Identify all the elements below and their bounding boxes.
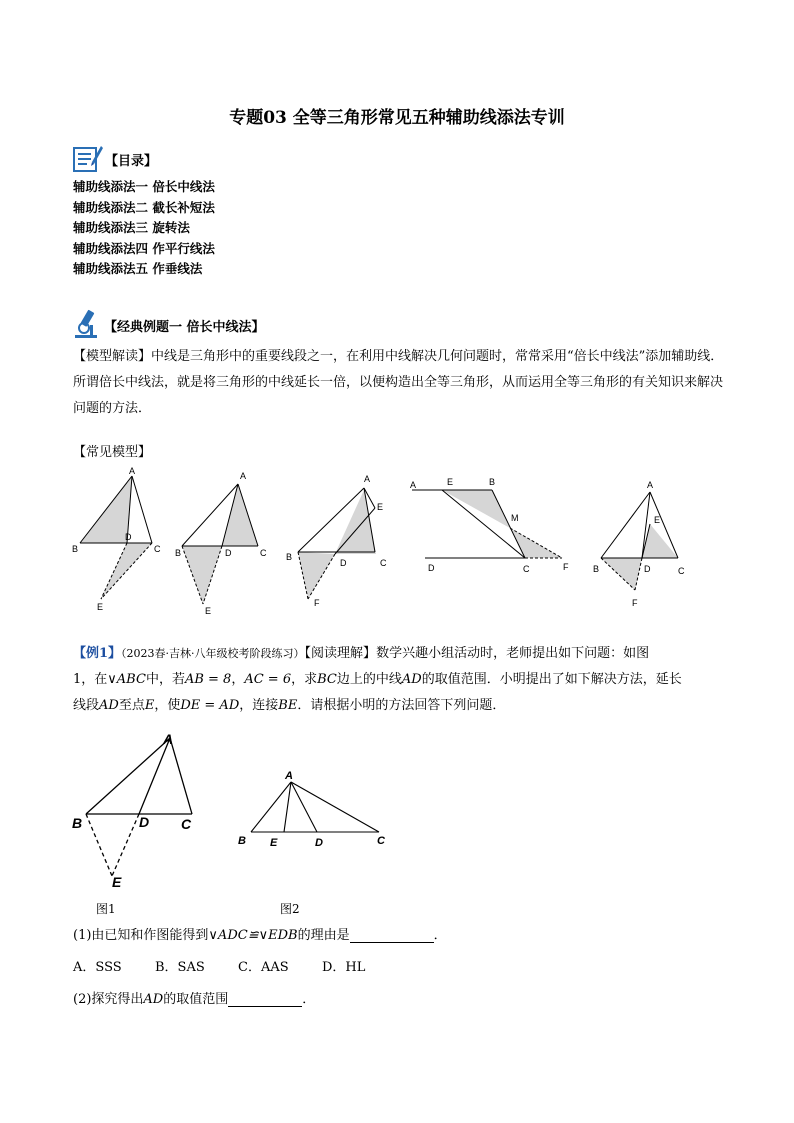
table-of-contents: [73, 177, 215, 280]
m2-label-d: D: [225, 548, 232, 558]
m4-label-c: C: [523, 564, 530, 574]
text-seg: 1，在: [73, 672, 108, 687]
f1-label-a: A: [163, 731, 174, 747]
seg-ad: AD: [99, 698, 119, 713]
model-4-diagram: [410, 477, 569, 574]
toc-item[interactable]: 辅助线添法三 旋转法: [73, 220, 190, 235]
model-1-diagram: [72, 466, 161, 612]
f2-label-e: E: [270, 837, 278, 849]
figure-1-caption: 图1: [96, 902, 116, 916]
f1-label-e: E: [112, 874, 122, 890]
text-seg: ．: [433, 928, 447, 943]
text-seg: ．请根据小明的方法回答下列问题．: [297, 698, 506, 713]
text-seg: 线段: [73, 698, 100, 713]
f2-label-c: C: [377, 835, 385, 847]
toc-item[interactable]: 辅助线添法五 作垂线法: [73, 261, 203, 276]
m3-label-c: C: [380, 558, 387, 568]
text-seg: (2)探究得出: [73, 992, 144, 1007]
text-seg: 的理由是: [297, 928, 350, 943]
eq-ac: AC = 6: [244, 672, 292, 687]
text-seg: 中，若: [145, 672, 185, 687]
point-e: E: [144, 698, 155, 713]
text-seg: ，使: [154, 698, 181, 713]
m1-label-d: D: [125, 532, 132, 542]
triangle-abc: ∨ABC: [107, 672, 146, 687]
seg-ad: AD: [401, 672, 422, 687]
toc-item[interactable]: 辅助线添法四 作平行线法: [73, 240, 215, 256]
text-seg: ．: [302, 992, 316, 1007]
text-seg: ，连接: [239, 698, 279, 713]
options-row: [73, 956, 382, 975]
m5-label-e: E: [654, 515, 661, 525]
option-c[interactable]: C．AAS: [238, 960, 289, 975]
m1-label-b: B: [72, 544, 79, 554]
model-3-diagram: [286, 474, 387, 608]
text-seg: 的取值范围．小明提出了如下解决方法，延长: [421, 672, 682, 687]
m4-label-d: D: [428, 563, 435, 573]
m4-label-b: B: [489, 477, 496, 487]
f1-label-c: C: [181, 816, 192, 832]
m2-label-e: E: [205, 606, 212, 616]
m2-label-a: A: [240, 471, 247, 481]
reading-label: 【阅读理解】: [304, 646, 377, 661]
m5-label-c: C: [678, 566, 685, 576]
m5-label-b: B: [593, 564, 600, 574]
seg-ad: AD: [143, 992, 164, 1007]
m5-label-a: A: [647, 480, 654, 490]
m5-label-f: F: [632, 598, 638, 608]
text-seg: ，求: [291, 672, 318, 687]
toc-item[interactable]: 辅助线添法一 倍长中线法: [73, 179, 215, 194]
f1-label-b: B: [72, 815, 83, 831]
m3-label-e: E: [377, 502, 384, 512]
option-b[interactable]: B．SAS: [155, 960, 205, 975]
example-figures: [66, 728, 406, 918]
seg-be: BE: [278, 698, 298, 713]
example-source: （2023春·吉林·八年级校考阶段练习）: [121, 647, 305, 660]
answer-blank-2[interactable]: [228, 991, 302, 1007]
page-title: 专题03 全等三角形常见五种辅助线添法专训: [229, 108, 565, 128]
model-label: 【模型解读】: [73, 349, 152, 364]
m2-label-c: C: [260, 548, 267, 558]
common-model-label: 【常见模型】: [73, 445, 152, 460]
text-seg: (1)由已知和作图能得到: [73, 928, 209, 943]
text-seg: 至点: [118, 698, 145, 713]
text-seg: 边上的中线: [336, 672, 402, 687]
question-1: [73, 924, 447, 943]
figure-2: [238, 770, 386, 849]
m4-label-a: A: [410, 480, 417, 490]
figure-1: [72, 731, 192, 890]
question-2: [73, 988, 315, 1007]
m4-label-f: F: [563, 562, 569, 572]
congruent-triangles: ∨ADC≌∨EDB: [208, 928, 298, 943]
answer-blank-1[interactable]: [350, 927, 434, 943]
m1-label-c: C: [154, 544, 161, 554]
toc-item[interactable]: 辅助线添法二 截长补短法: [73, 199, 215, 215]
m2-label-b: B: [175, 548, 182, 558]
f2-label-d: D: [315, 837, 323, 849]
m1-label-a: A: [129, 466, 136, 476]
m4-label-e: E: [447, 477, 454, 487]
model-5-diagram: [593, 480, 685, 608]
m1-label-e: E: [97, 602, 104, 612]
f2-label-a: A: [285, 770, 293, 782]
figure-2-caption: 图2: [280, 902, 300, 916]
m4-label-m: M: [511, 513, 519, 523]
text-seg: 的取值范围: [163, 992, 229, 1007]
m5-label-d: D: [644, 564, 651, 574]
model-text: 中线是三角形中的重要线段之一，在利用中线解决几何问题时，常常采用“倍长中线法”添加辅助线．所谓倍长中线法，就是将三角形的中线延长一倍，以便构造出全等三角形，从而运用全等三角形的有关知识来解决问题的方法．: [73, 349, 724, 416]
f2-label-b: B: [238, 835, 246, 847]
eq-de: DE = AD: [180, 698, 240, 713]
notepad-icon: [72, 143, 104, 173]
f1-label-d: D: [139, 814, 150, 830]
m3-label-f: F: [314, 598, 320, 608]
m3-label-a: A: [364, 474, 371, 484]
microscope-icon: [72, 308, 102, 340]
toc-header: 【目录】: [105, 154, 158, 169]
text-seg: ，: [231, 672, 245, 687]
seg-bc: BC: [317, 672, 337, 687]
example-label: 【例1】: [73, 646, 122, 661]
model-2-diagram: [175, 471, 267, 616]
m3-label-b: B: [286, 552, 293, 562]
common-models-figure: [70, 466, 710, 616]
option-d[interactable]: D．HL: [322, 960, 366, 975]
m3-label-d: D: [340, 558, 347, 568]
eq-ab: AB = 8: [184, 672, 232, 687]
example-line1: 数学兴趣小组活动时，老师提出如下问题：如图: [376, 646, 650, 661]
model-paragraph: [73, 344, 733, 422]
option-a[interactable]: A．SSS: [73, 960, 122, 975]
section-header: 【经典例题一 倍长中线法】: [104, 320, 265, 335]
example1-paragraph: [73, 641, 733, 719]
